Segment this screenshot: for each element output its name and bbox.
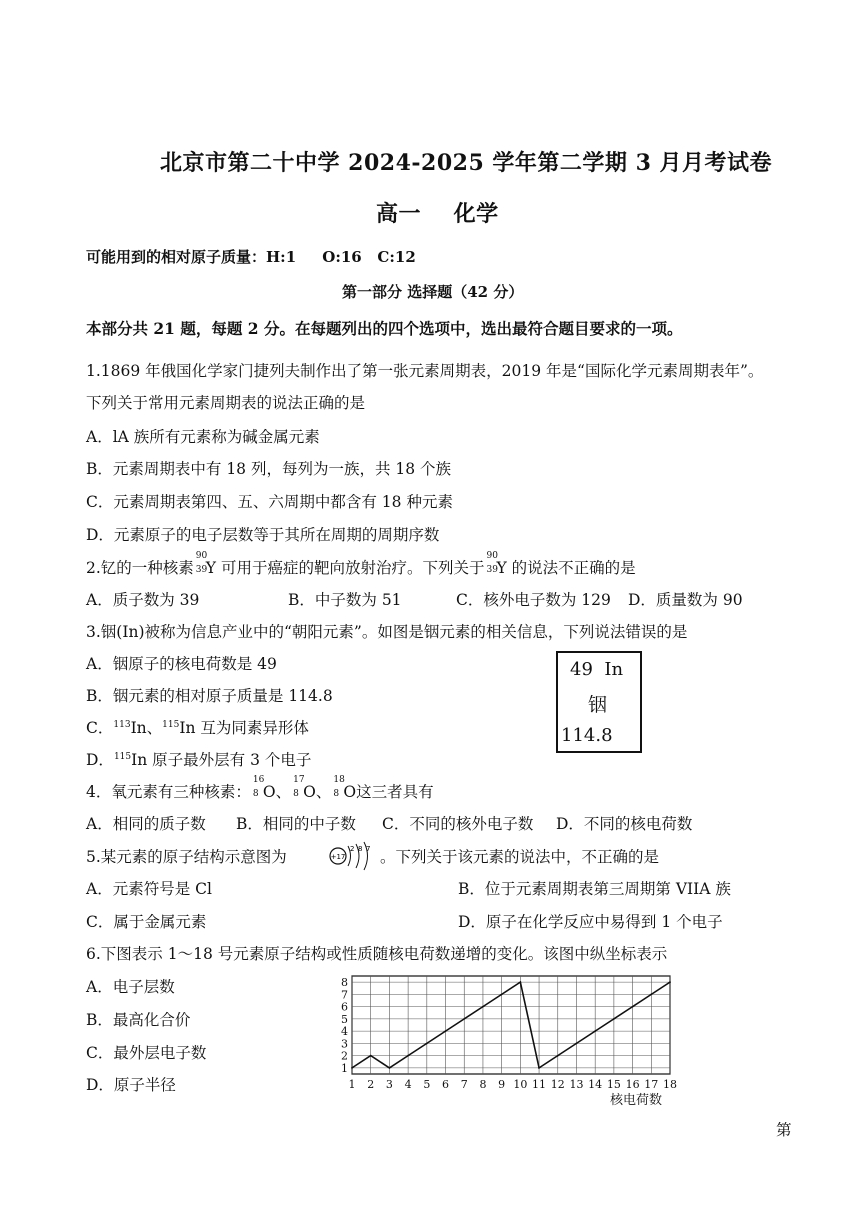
data-point-15: [613, 1018, 615, 1020]
y-tick-label-3: 3: [341, 1037, 348, 1051]
x-tick-label-15: 15: [606, 1078, 621, 1091]
y-tick-label-1: 1: [341, 1061, 348, 1075]
q3-option-c: C．$^{113}$In、$^{115}$In 互为同素异形体: [86, 719, 309, 737]
x-tick-label-4: 4: [404, 1078, 412, 1091]
q2-option-a: A．质子数为 39: [86, 591, 200, 609]
q1-stem-line1: 1.1869 年俄国化学家门捷列夫制作出了第一张元素周期表，2019 年是“国际化学元素周期表年”。: [86, 362, 764, 380]
q4-option-c: C．不同的核外电子数: [382, 815, 534, 833]
data-point-13: [576, 1042, 578, 1044]
oxygen-16-nuclide: 16 8: [252, 775, 265, 799]
yttrium-symbol-2: Y: [496, 559, 507, 577]
q6-stem: 6.下图表示 1～18 号元素原子结构或性质随核电荷数递增的变化。该图中纵坐标表示: [86, 945, 668, 963]
data-point-6: [445, 1030, 447, 1032]
section-title: 第一部分 选择题（42 分）: [342, 283, 524, 301]
q2-option-b: B．中子数为 51: [288, 591, 402, 609]
q5-option-d: D．原子在化学反应中易得到 1 个电子: [458, 913, 723, 931]
q4-option-d: D．不同的核电荷数: [556, 815, 693, 833]
indium-mass: 114.8: [561, 725, 613, 746]
q6-option-d: D．原子半径: [86, 1076, 176, 1094]
x-tick-label-18: 18: [663, 1078, 677, 1091]
y-tick-label-8: 8: [341, 976, 348, 990]
data-point-16: [632, 1006, 634, 1008]
data-point-18: [669, 981, 671, 983]
x-tick-label-1: 1: [348, 1078, 356, 1091]
q2-stem-part3: 的说法不正确的是: [511, 559, 636, 577]
x-tick-label-9: 9: [498, 1078, 506, 1091]
q2-option-c: C．核外电子数为 129: [456, 591, 611, 609]
svg-text:7: 7: [366, 845, 371, 853]
x-tick-label-13: 13: [569, 1078, 584, 1091]
svg-text:8: 8: [358, 845, 363, 853]
atomic-masses: 可能用到的相对原子质量：H:1 O:16 C:12: [86, 248, 416, 266]
q4-option-b: B．相同的中子数: [236, 815, 356, 833]
q5-option-c: C．属于金属元素: [86, 913, 207, 931]
indium-name: 铟: [588, 694, 608, 716]
q6-option-a: A．电子层数: [86, 978, 175, 996]
data-point-7: [463, 1018, 465, 1020]
data-point-14: [594, 1030, 596, 1032]
x-tick-label-11: 11: [532, 1078, 547, 1091]
q6-option-c: C．最外层电子数: [86, 1044, 207, 1062]
in-115-mass: 115: [162, 719, 180, 730]
indium-number-symbol: 49 In: [570, 659, 624, 680]
q3-option-d: D．$^{115}$In 原子最外层有 3 个电子: [86, 751, 312, 769]
data-point-11: [538, 1067, 540, 1069]
svg-text:+17: +17: [330, 853, 346, 861]
q6-option-b: B．最高化合价: [86, 1011, 191, 1029]
y-tick-label-5: 5: [341, 1012, 348, 1026]
in-113-mass: 113: [113, 719, 131, 730]
y-tick-label-4: 4: [341, 1025, 348, 1039]
q5-option-a: A．元素符号是 Cl: [86, 880, 212, 898]
q4-option-a: A．相同的质子数: [86, 815, 206, 833]
data-point-3: [389, 1067, 391, 1069]
data-point-5: [426, 1042, 428, 1044]
q1-option-c: C．元素周期表第四、五、六周期中都含有 18 种元素: [86, 493, 453, 511]
chart-frame: [352, 976, 670, 1074]
q5-stem-part2: 。下列关于该元素的说法中，不正确的是: [380, 848, 660, 866]
data-point-8: [482, 1006, 484, 1008]
data-point-9: [501, 993, 503, 995]
x-tick-label-17: 17: [644, 1078, 659, 1091]
x-tick-label-16: 16: [625, 1078, 640, 1091]
svg-text:2: 2: [350, 845, 355, 853]
q1-option-d: D．元素原子的电子层数等于其所在周期的周期序数: [86, 526, 440, 544]
q6-line-chart: [318, 970, 688, 1120]
q3-option-b: B．铟元素的相对原子质量是 114.8: [86, 687, 333, 705]
data-point-4: [407, 1055, 409, 1057]
exam-subtitle: 高一 化学: [376, 201, 499, 227]
x-axis-label: 核电荷数: [609, 1093, 663, 1108]
oxygen-18-nuclide: 18 8: [333, 775, 345, 799]
x-tick-label-5: 5: [423, 1078, 431, 1091]
x-tick-label-10: 10: [513, 1078, 528, 1091]
q5-option-b: B．位于元素周期表第三周期第 VIIA 族: [458, 880, 731, 898]
q4-stem: 4．氧元素有三种核素： 16 8 O、 17 8 O、 18 8 O这三者具有: [86, 775, 434, 801]
x-tick-label-14: 14: [588, 1078, 603, 1091]
q2-option-d: D．质量数为 90: [628, 591, 743, 609]
y-tick-label-7: 7: [341, 988, 348, 1002]
exam-title: 北京市第二十中学 2024-2025 学年第二学期 3 月月考试卷: [160, 150, 773, 176]
y-tick-label-2: 2: [341, 1049, 348, 1063]
q2-stem: [86, 551, 636, 578]
page-footer: 第: [776, 1121, 792, 1139]
indium-element-card: [556, 651, 642, 753]
data-point-2: [370, 1055, 372, 1057]
q1-option-b: B．元素周期表中有 18 列，每列为一族，共 18 个族: [86, 460, 452, 478]
yttrium-nuclide-2: 90 39: [486, 551, 498, 575]
q1-stem-line2: 下列关于常用元素周期表的说法正确的是: [86, 394, 366, 412]
oxygen-17-nuclide: 17 8: [293, 775, 305, 799]
x-tick-label-3: 3: [385, 1078, 393, 1091]
y-tick-label-6: 6: [341, 1000, 348, 1014]
x-tick-label-6: 6: [442, 1078, 450, 1091]
x-tick-label-8: 8: [479, 1078, 487, 1091]
q1-option-a: A．lA 族所有元素称为碱金属元素: [86, 428, 320, 446]
q3-stem: 3.铟(In)被称为信息产业中的“朝阳元素”。如图是铟元素的相关信息，下列说法错误的是: [86, 623, 688, 641]
q5-stem-part1: 5.某元素的原子结构示意图为: [86, 848, 287, 866]
data-point-17: [650, 993, 652, 995]
q2-stem-part2: 可用于癌症的靶向放射治疗。下列关于: [220, 559, 485, 577]
data-point-12: [557, 1055, 559, 1057]
x-tick-label-12: 12: [550, 1078, 565, 1091]
series-line: [352, 982, 670, 1068]
data-point-10: [519, 981, 521, 983]
x-tick-label-2: 2: [367, 1078, 375, 1091]
in-115-mass-d: 115: [113, 751, 132, 762]
x-tick-label-7: 7: [460, 1078, 468, 1091]
q2-stem-part1: 2.钇的一种核素: [86, 559, 194, 577]
section-instructions: 本部分共 21 题，每题 2 分。在每题列出的四个选项中，选出最符合题目要求的一项。: [86, 319, 683, 338]
chlorine-atom-structure-icon: [328, 840, 378, 872]
yttrium-symbol-1: Y: [205, 559, 217, 577]
data-point-1: [351, 1067, 353, 1069]
q3-option-a: A．铟原子的核电荷数是 49: [86, 655, 277, 673]
yttrium-nuclide-1: 90 39: [195, 551, 208, 575]
